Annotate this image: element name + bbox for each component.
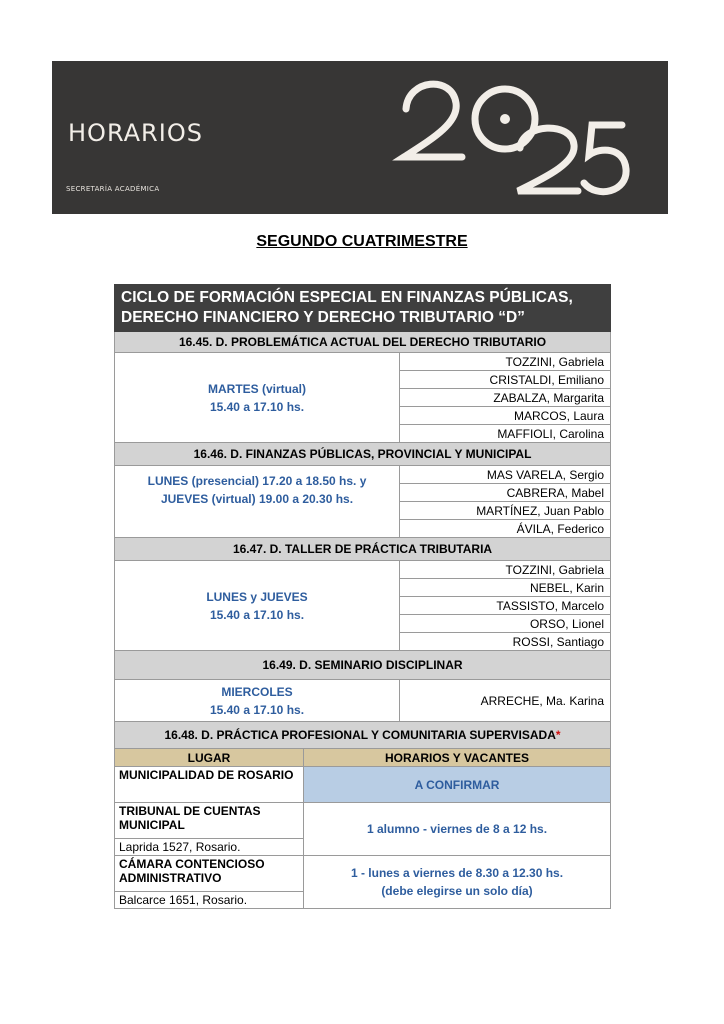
year-digit-5: [584, 125, 626, 192]
course-schedule: LUNES y JUEVES 15.40 a 17.10 hs.: [115, 561, 400, 651]
teacher-name: ÁVILA, Federico: [400, 520, 611, 538]
column-header-place: LUGAR: [115, 749, 304, 767]
practice-place: MUNICIPALIDAD DE ROSARIO: [115, 767, 304, 803]
course-schedule: LUNES (presencial) 17.20 a 18.50 hs. y JUEVES (virtual) 19.00 a 20.30 hs.: [115, 466, 400, 538]
banner-subtitle: SECRETARÍA ACADÉMICA: [66, 185, 160, 193]
year-dot: [500, 114, 510, 124]
practice-address: Balcarce 1651, Rosario.: [115, 892, 304, 909]
teacher-name: CRISTALDI, Emiliano: [400, 371, 611, 389]
practice-schedule: A CONFIRMAR: [304, 767, 611, 803]
course-schedule: MARTES (virtual) 15.40 a 17.10 hs.: [115, 353, 400, 443]
teacher-name: NEBEL, Karin: [400, 579, 611, 597]
banner-title: HORARIOS: [68, 119, 203, 147]
teacher-name: MAFFIOLI, Carolina: [400, 425, 611, 443]
teacher-name: ROSSI, Santiago: [400, 633, 611, 651]
practice-place: TRIBUNAL DE CUENTAS MUNICIPAL: [115, 803, 304, 839]
column-header-schedule: HORARIOS Y VACANTES: [304, 749, 611, 767]
course-title: 16.47. D. TALLER DE PRÁCTICA TRIBUTARIA: [115, 538, 611, 561]
year-digit-2-top: [404, 84, 462, 157]
teacher-name: TOZZINI, Gabriela: [400, 561, 611, 579]
year-digit-2-bottom: [518, 128, 578, 191]
teacher-name: ZABALZA, Margarita: [400, 389, 611, 407]
course-title: 16.46. D. FINANZAS PÚBLICAS, PROVINCIAL Y MUNICIPAL: [115, 443, 611, 466]
teacher-name: TASSISTO, Marcelo: [400, 597, 611, 615]
year-logo: [52, 61, 668, 214]
practice-place: CÁMARA CONTENCIOSO ADMINISTRATIVO: [115, 856, 304, 892]
practice-schedule: 1 - lunes a viernes de 8.30 a 12.30 hs. (debe elegirse un solo día): [304, 856, 611, 909]
teacher-name: MARTÍNEZ, Juan Pablo: [400, 502, 611, 520]
teacher-name: ARRECHE, Ma. Karina: [400, 680, 611, 722]
course-schedule: MIERCOLES 15.40 a 17.10 hs.: [115, 680, 400, 722]
program-header: CICLO DE FORMACIÓN ESPECIAL EN FINANZAS PÚBLICAS, DERECHO FINANCIERO Y DERECHO TRIBUTARIO “D”: [115, 285, 611, 332]
teacher-name: TOZZINI, Gabriela: [400, 353, 611, 371]
course-title: 16.45. D. PROBLEMÁTICA ACTUAL DEL DERECHO TRIBUTARIO: [115, 332, 611, 353]
teacher-name: MARCOS, Laura: [400, 407, 611, 425]
page-title: SEGUNDO CUATRIMESTRE: [256, 233, 468, 250]
practice-schedule: 1 alumno - viernes de 8 a 12 hs.: [304, 803, 611, 856]
teacher-name: CABRERA, Mabel: [400, 484, 611, 502]
teacher-name: ORSO, Lionel: [400, 615, 611, 633]
teacher-name: MAS VARELA, Sergio: [400, 466, 611, 484]
header-banner: [52, 61, 668, 214]
practice-title: 16.48. D. PRÁCTICA PROFESIONAL Y COMUNITARIA SUPERVISADA*: [115, 722, 611, 749]
schedule-table: [114, 284, 611, 909]
asterisk-mark: *: [555, 728, 561, 742]
course-title: 16.49. D. SEMINARIO DISCIPLINAR: [115, 651, 611, 680]
practice-address: Laprida 1527, Rosario.: [115, 839, 304, 856]
